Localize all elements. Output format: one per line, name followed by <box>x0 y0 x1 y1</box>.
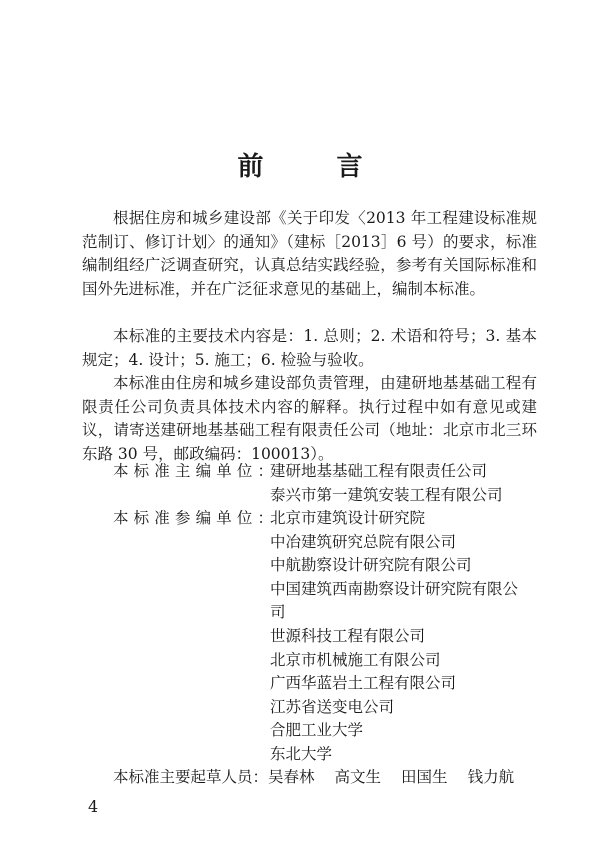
participant-unit: 中国建筑西南勘察设计研究院有限公司 <box>270 579 519 622</box>
page-title: 前 言 <box>237 152 395 182</box>
drafter-name: 吴春林 <box>268 768 315 786</box>
drafter-name: 高文生 <box>334 768 382 786</box>
chief-editor-label: 本标准主编单位： <box>113 462 273 480</box>
preface-paragraph-3: 本标准由住房和城乡建设部负责管理，由建研地基基础工程有限责任公司负责具体技术内容的解释。执行过程中如有意见或建议，请寄送建研地基基础工程有限责任公司（地址：北京市北三环东路 30 号，邮政编码：100013）。 <box>82 374 537 463</box>
drafters-line <box>113 766 534 790</box>
preface-paragraph-2: 本标准的主要技术内容是：1. 总则；2. 术语和符号；3. 基本规定；4. 设计；5. 施工；6. 检验与验收。 <box>82 327 537 369</box>
participant-unit: 江苏省送变电公司 <box>270 697 395 716</box>
page-number: 4 <box>88 797 99 816</box>
participant-list <box>270 507 532 767</box>
drafter-name: 钱力航 <box>467 768 515 786</box>
chief-editor-list <box>270 460 532 507</box>
preface-paragraph-1: 根据住房和城乡建设部《关于印发〈2013 年工程建设标准规范制订、修订计划〉的通知》（建标［2013］6 号）的要求，标准编制组经广泛调查研究，认真总结实践经验，参考有关国际标准和国外先进标准，并在广泛征求意见的基础上，编制本标准。 <box>82 209 537 298</box>
participant-unit: 北京市建筑设计研究院 <box>270 509 426 527</box>
participant-unit: 东北大学 <box>270 744 333 763</box>
participant-unit: 北京市机械施工有限公司 <box>270 650 441 669</box>
participant-unit: 广西华蓝岩土工程有限公司 <box>270 674 457 693</box>
participant-unit: 合肥工业大学 <box>270 721 364 740</box>
participant-unit: 中冶建筑研究总院有限公司 <box>270 532 457 551</box>
participant-unit: 世源科技工程有限公司 <box>270 626 426 645</box>
drafters-label: 本标准主要起草人员： <box>113 768 269 786</box>
chief-editor-unit: 泰兴市第一建筑安装工程有限公司 <box>270 485 503 504</box>
drafter-name: 田国生 <box>401 768 448 786</box>
chief-editor-unit: 建研地基基础工程有限责任公司 <box>270 462 488 480</box>
participant-label: 本标准参编单位： <box>113 509 273 527</box>
participant-unit: 中航勘察设计研究院有限公司 <box>270 556 472 575</box>
